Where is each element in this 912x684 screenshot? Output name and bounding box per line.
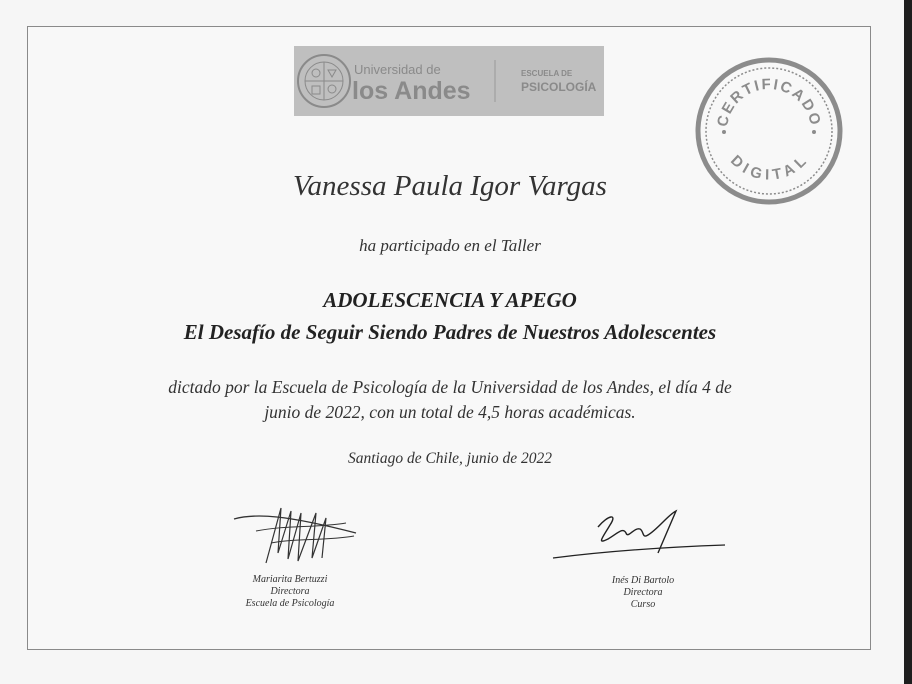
course-subtitle: El Desafío de Seguir Siendo Padres de Nuestros Adolescentes	[183, 320, 717, 344]
certificate-body	[100, 375, 800, 425]
seal-top-text: CERTIFICADO	[714, 75, 825, 129]
intro-text: ha participado en el Taller	[359, 236, 541, 255]
signature-right	[573, 575, 713, 611]
university-logo	[294, 46, 604, 116]
place-and-date: Santiago de Chile, junio de 2022	[347, 450, 553, 467]
signer-left-role: Directora	[270, 586, 310, 597]
right-edge-strip	[904, 0, 912, 684]
logo-school-line2: PSICOLOGÍA	[521, 80, 597, 94]
signer-left-unit: Escuela de Psicología	[245, 598, 335, 609]
signer-right-role: Directora	[623, 587, 663, 598]
signer-right-unit: Curso	[630, 599, 656, 610]
signer-left-name: Mariarita Bertuzzi	[252, 574, 328, 585]
signature-right-image	[548, 505, 728, 567]
signature-left	[220, 574, 360, 610]
logo-university-line1: Universidad de	[354, 62, 441, 77]
body-line-1: dictado por la Escuela de Psicología de la Universidad de los Andes, el día 4 de	[168, 377, 732, 397]
university-crest-icon	[298, 55, 350, 107]
signature-left-image	[226, 503, 366, 573]
course-title: ADOLESCENCIA Y APEGO	[323, 288, 577, 312]
body-line-2: junio de 2022, con un total de 4,5 horas académicas.	[264, 402, 636, 422]
seal-bottom-text: DIGITAL	[727, 151, 812, 184]
recipient-name: Vanessa Paula Igor Vargas	[293, 170, 607, 202]
logo-university-line2: los Andes	[352, 77, 471, 105]
logo-graphic	[294, 46, 604, 116]
signer-right-name: Inés Di Bartolo	[611, 575, 675, 586]
logo-school-line1: ESCUELA DE	[521, 69, 573, 78]
